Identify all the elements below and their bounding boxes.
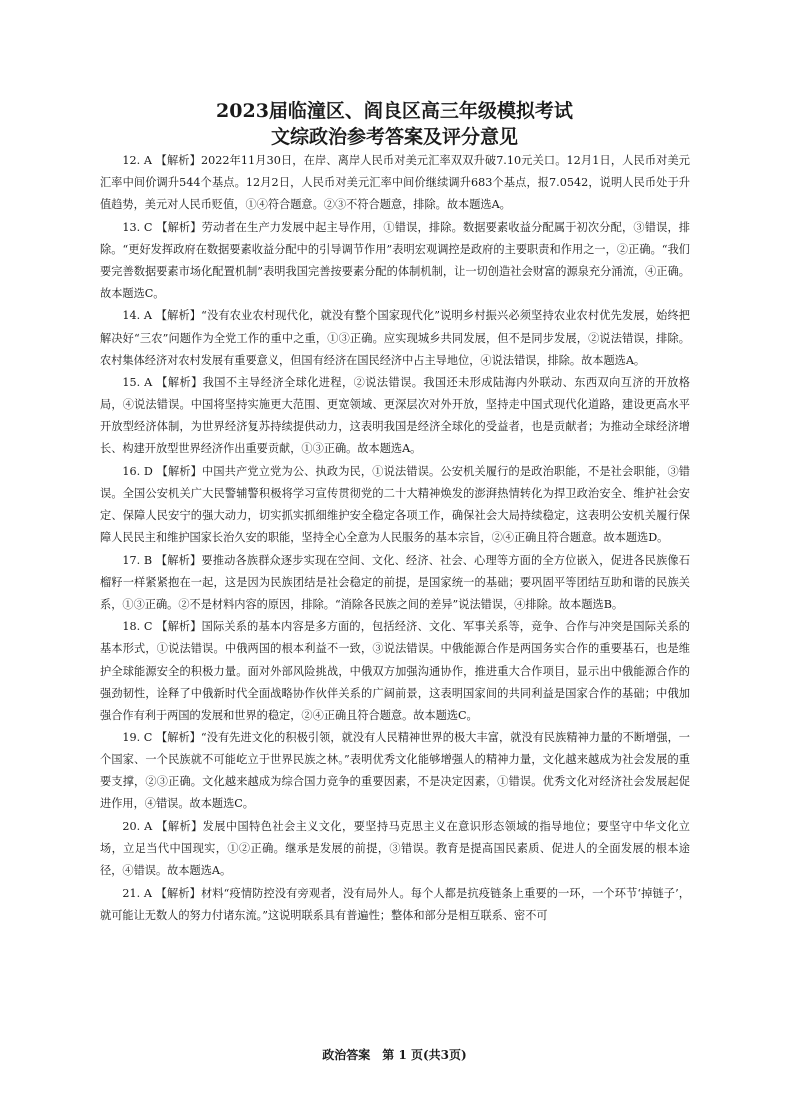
answer-17: 17. B 【解析】要推动各族群众逐步实现在空间、文化、经济、社会、心理等方面的全方位嵌入，促进各民族像石榴籽一样紧紧抱在一起，这是因为民族团结是社会稳定的前提，是国家统一的基础；要巩固平等团结互助和谐的民族关系，①③正确。②不是材料内容的原因，排除。“消除各民族之间的差异”说法错误，④排除。故本题选B。 (100, 553, 690, 611)
answer-20: 20. A 【解析】发展中国特色社会主义文化，要坚持马克思主义在意识形态领域的指导地位；要坚守中华文化立场，立足当代中国现实，①②正确。继承是发展的前提，③错误。教育是提高国民素质、促进人的全面发展的根本途径，④错误。故本题选A。 (100, 819, 690, 878)
answer-13: 13. C 【解析】劳动者在生产力发展中起主导作用，①错误，排除。数据要素收益分配属于初次分配，③错误，排除。“更好发挥政府在数据要素收益分配中的引导调节作用”表明宏观调控是政府的主要职责和作用之一，②正确。“我们要完善数据要素市场化配置机制”表明我国完善按要素分配的体制机制，让一切创造社会财富的源泉充分涌流，④正确。故本题选C。 (100, 220, 690, 300)
page-footer: 政治答案 第 1 页(共3页) (322, 1048, 467, 1062)
answer-19: 19. C 【解析】“没有先进文化的积极引领，就没有人民精神世界的极大丰富，就没有民族精神力量的不断增强，一个国家、一个民族就不可能屹立于世界民族之林。”表明优秀文化能够增强人的精神力量，文化越来越成为社会发展的重要支撑，②③正确。文化越来越成为综合国力竞争的重要因素，不是决定因素，①错误。优秀文化对经济社会发展起促进作用，④错误。故本题选C。 (100, 731, 690, 811)
document-subtitle: 文综政治参考答案及评分意见 (270, 126, 518, 148)
answer-15: 15. A 【解析】我国不主导经济全球化进程，②说法错误。我国还未形成陆海内外联动、东西双向互济的开放格局，④说法错误。中国将坚持实施更大范围、更宽领域、更深层次对外开放，坚持走中国式现代化道路，建设更高水平开放型经济体制，为世界经济复苏持续提供动力，这表明我国是经济全球化的受益者，也是贡献者；为推动全球经济增长、构建开放型世界经济作出重要贡献，①③正确。故本题选A。 (100, 376, 690, 456)
answer-12: 12. A 【解析】2022年11月30日，在岸、离岸人民币对美元汇率双双升破7.10元关口。12月1日，人民币对美元汇率中间价调升544个基点。12月2日，人民币对美元汇率中间价继续调升683个基点，报7.0542，说明人民币处于升值趋势，美元对人民币贬值，①④符合题意。②③不符合题意，排除。故本题选A。 (100, 154, 690, 212)
answer-14: 14. A 【解析】“没有农业农村现代化，就没有整个国家现代化”说明乡村振兴必须坚持农业农村优先发展，始终把解决好“三农”问题作为全党工作的重中之重，①③正确。应实现城乡共同发展，但不是同步发展，②说法错误，排除。农村集体经济对农村发展有重要意义，但国有经济在国民经济中占主导地位，④说法错误，排除。故本题选A。 (100, 309, 690, 367)
answer-18: 18. C 【解析】国际关系的基本内容是多方面的，包括经济、文化、军事关系等，竞争、合作与冲突是国际关系的基本形式，①说法错误。中俄两国的根本利益不一致，③说法错误。中俄能源合作是两国务实合作的重要基石，也是维护全球能源安全的积极力量。面对外部风险挑战，中俄双方加强沟通协作，推进重大合作项目，显示出中俄能源合作的强劲韧性，诠释了中俄新时代全面战略协作伙伴关系的广阔前景，这表明国家间的共同利益是国家合作的基础；中俄加强合作有利于两国的发展和世界的稳定，②④正确且符合题意。故本题选C。 (100, 620, 690, 722)
document-title: 2023届临潼区、阎良区高三年级模拟考试 (216, 100, 573, 122)
answer-16: 16. D 【解析】中国共产党立党为公、执政为民，①说法错误。公安机关履行的是政治职能，不是社会职能，③错误。全国公安机关广大民警辅警积极将学习宣传贯彻党的二十大精神焕发的澎湃热情转化为捍卫政治安全、维护社会安定、保障人民安宁的强大动力，切实抓实抓细维护安全稳定各项工作，确保社会大局持续稳定，这表明公安机关履行保障人民民主和维护国家长治久安的职能，坚持全心全意为人民服务的基本宗旨，②④正确且符合题意。故本题选D。 (100, 464, 690, 545)
answer-body (100, 150, 690, 927)
answer-21: 21. A 【解析】材料“疫情防控没有旁观者，没有局外人。每个人都是抗疫链条上重要的一环，一个环节‘掉链子’，就可能让无数人的努力付诸东流。”这说明联系具有普遍性；整体和部分是相互联系、密不可 (100, 886, 690, 922)
